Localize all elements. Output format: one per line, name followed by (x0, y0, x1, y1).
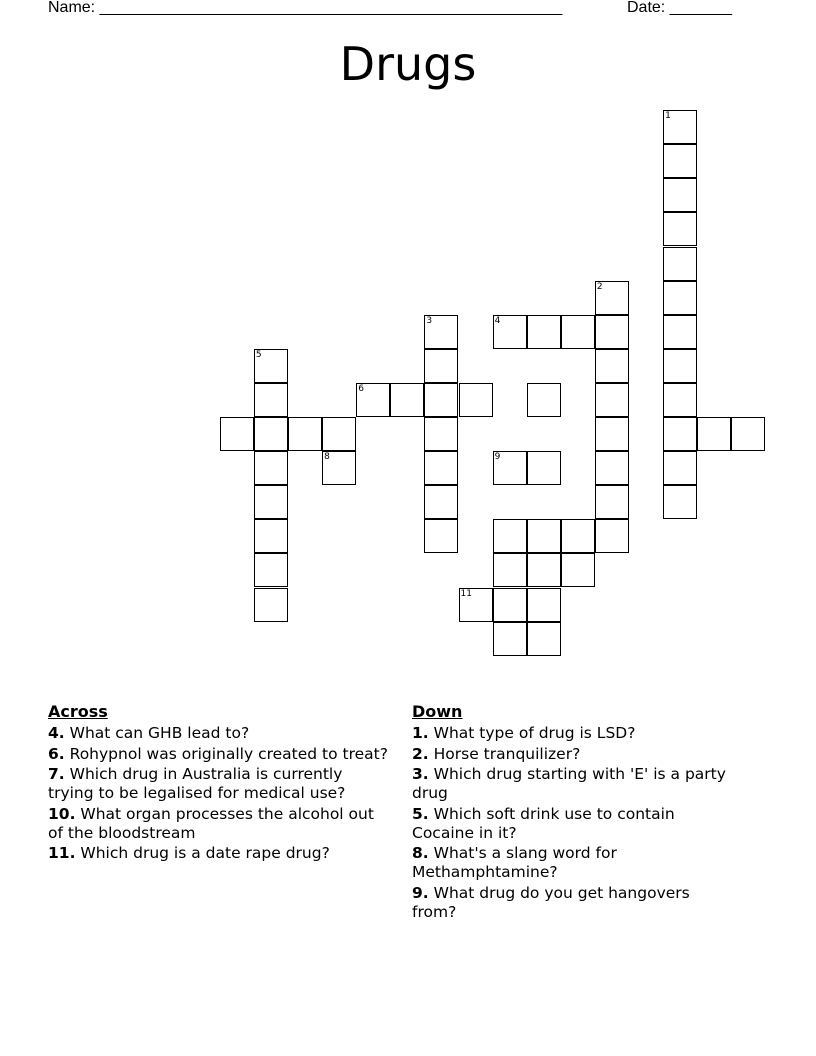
down-clues (412, 702, 732, 923)
clue-number-label: 2 (596, 281, 603, 292)
clue-number: 2. (412, 744, 429, 763)
clue-down-9 (412, 884, 732, 922)
grid-cell[interactable] (595, 281, 629, 315)
clue-down-3 (412, 765, 732, 803)
grid-cell[interactable] (424, 417, 458, 451)
clue-down-8 (412, 844, 732, 882)
clue-down-2 (412, 745, 732, 764)
name-field-label: Name: ____________________________________________________ (48, 0, 563, 16)
grid-cell[interactable] (527, 519, 561, 553)
grid-cell[interactable] (322, 451, 356, 485)
grid-cell[interactable] (663, 178, 697, 212)
clue-number-label: 9 (494, 452, 501, 463)
grid-cell[interactable] (663, 349, 697, 383)
grid-cell[interactable] (254, 553, 288, 587)
grid-cell[interactable] (424, 451, 458, 485)
grid-cell[interactable] (527, 315, 561, 349)
grid-cell[interactable] (595, 349, 629, 383)
grid-cell[interactable] (254, 588, 288, 622)
grid-cell[interactable] (424, 485, 458, 519)
across-heading: Across (48, 702, 108, 721)
clue-number: 8. (412, 844, 429, 862)
puzzle-title: Drugs (339, 37, 477, 91)
grid-cell[interactable] (595, 383, 629, 417)
clue-number: 10. (48, 804, 76, 823)
grid-cell[interactable] (254, 485, 288, 519)
clue-across-11 (48, 844, 388, 863)
grid-cell[interactable] (663, 485, 697, 519)
grid-cell[interactable] (493, 451, 527, 485)
clue-text: Which drug starting with 'E' is a party drug (412, 765, 726, 802)
grid-cell[interactable] (424, 315, 458, 349)
clue-text: What drug do you get hangovers from? (412, 883, 690, 921)
grid-cell[interactable] (459, 588, 493, 622)
clue-across-4 (48, 724, 388, 743)
clue-number: 3. (412, 765, 429, 783)
grid-cell[interactable] (663, 315, 697, 349)
grid-cell[interactable] (663, 383, 697, 417)
grid-cell[interactable] (595, 485, 629, 519)
grid-cell[interactable] (493, 588, 527, 622)
grid-cell[interactable] (254, 349, 288, 383)
clue-number: 5. (412, 804, 429, 823)
grid-cell[interactable] (663, 144, 697, 178)
clue-number-label: 1 (665, 111, 671, 122)
grid-cell[interactable] (527, 588, 561, 622)
grid-cell[interactable] (424, 349, 458, 383)
grid-cell[interactable] (663, 110, 697, 144)
clue-number: 4. (48, 724, 65, 742)
grid-cell[interactable] (356, 383, 390, 417)
grid-cell[interactable] (493, 519, 527, 553)
grid-cell[interactable] (561, 519, 595, 553)
clue-number-label: 6 (358, 383, 364, 394)
grid-cell[interactable] (663, 247, 697, 281)
grid-cell[interactable] (254, 451, 288, 485)
grid-cell[interactable] (493, 315, 527, 349)
grid-cell[interactable] (663, 451, 697, 485)
clue-text: What's a slang word for Methamphtamine? (412, 844, 617, 881)
clue-text: What type of drug is LSD? (433, 724, 636, 742)
grid-cell[interactable] (390, 383, 424, 417)
clue-number-label: 4 (494, 315, 501, 326)
clue-text: Rohypnol was originally created to treat? (69, 744, 388, 763)
clue-number-label: 3 (426, 315, 433, 326)
clue-text: What can GHB lead to? (69, 724, 250, 742)
grid-cell[interactable] (493, 622, 527, 656)
clue-text: Which drug in Australia is currently trying to be legalised for medical use? (48, 765, 346, 802)
clue-number: 1. (412, 724, 429, 742)
grid-cell[interactable] (254, 519, 288, 553)
grid-cell[interactable] (220, 417, 254, 451)
grid-cell[interactable] (424, 383, 458, 417)
grid-cell[interactable] (527, 553, 561, 587)
clue-text: Which soft drink use to contain Cocaine in it? (412, 804, 675, 842)
grid-cell[interactable] (561, 553, 595, 587)
clue-text: Which drug is a date rape drug? (80, 844, 330, 862)
grid-cell[interactable] (288, 417, 322, 451)
grid-cell[interactable] (697, 417, 731, 451)
clue-text: Horse tranquilizer? (433, 744, 581, 763)
grid-cell[interactable] (424, 519, 458, 553)
grid-cell[interactable] (595, 451, 629, 485)
clue-number: 6. (48, 744, 65, 763)
clue-number: 9. (412, 883, 429, 902)
grid-cell[interactable] (527, 451, 561, 485)
date-field-label: Date: _______ (627, 0, 732, 16)
grid-cell[interactable] (527, 383, 561, 417)
grid-cell[interactable] (561, 315, 595, 349)
down-heading: Down (412, 702, 463, 721)
grid-cell[interactable] (731, 417, 765, 451)
clue-down-1 (412, 724, 732, 743)
grid-cell[interactable] (595, 519, 629, 553)
clue-number-label: 5 (255, 349, 262, 360)
clue-across-6 (48, 745, 388, 764)
grid-cell[interactable] (595, 417, 629, 451)
clue-text: What organ processes the alcohol out of the bloodstream (48, 804, 374, 842)
grid-cell[interactable] (254, 383, 288, 417)
grid-cell[interactable] (527, 622, 561, 656)
clue-number-label: 8 (324, 452, 330, 463)
grid-cell[interactable] (595, 315, 629, 349)
clue-across-7 (48, 765, 388, 803)
grid-cell[interactable] (459, 383, 493, 417)
grid-cell[interactable] (663, 281, 697, 315)
grid-cell[interactable] (493, 553, 527, 587)
clue-down-5 (412, 805, 732, 843)
clue-number-label: 11 (460, 588, 472, 599)
grid-cell[interactable] (254, 417, 288, 451)
grid-cell[interactable] (663, 212, 697, 246)
across-clues (48, 702, 388, 865)
clue-number: 7. (48, 765, 65, 783)
clue-across-10 (48, 805, 388, 843)
grid-cell[interactable] (663, 417, 697, 451)
clue-number: 11. (48, 844, 76, 862)
grid-cell[interactable] (322, 417, 356, 451)
